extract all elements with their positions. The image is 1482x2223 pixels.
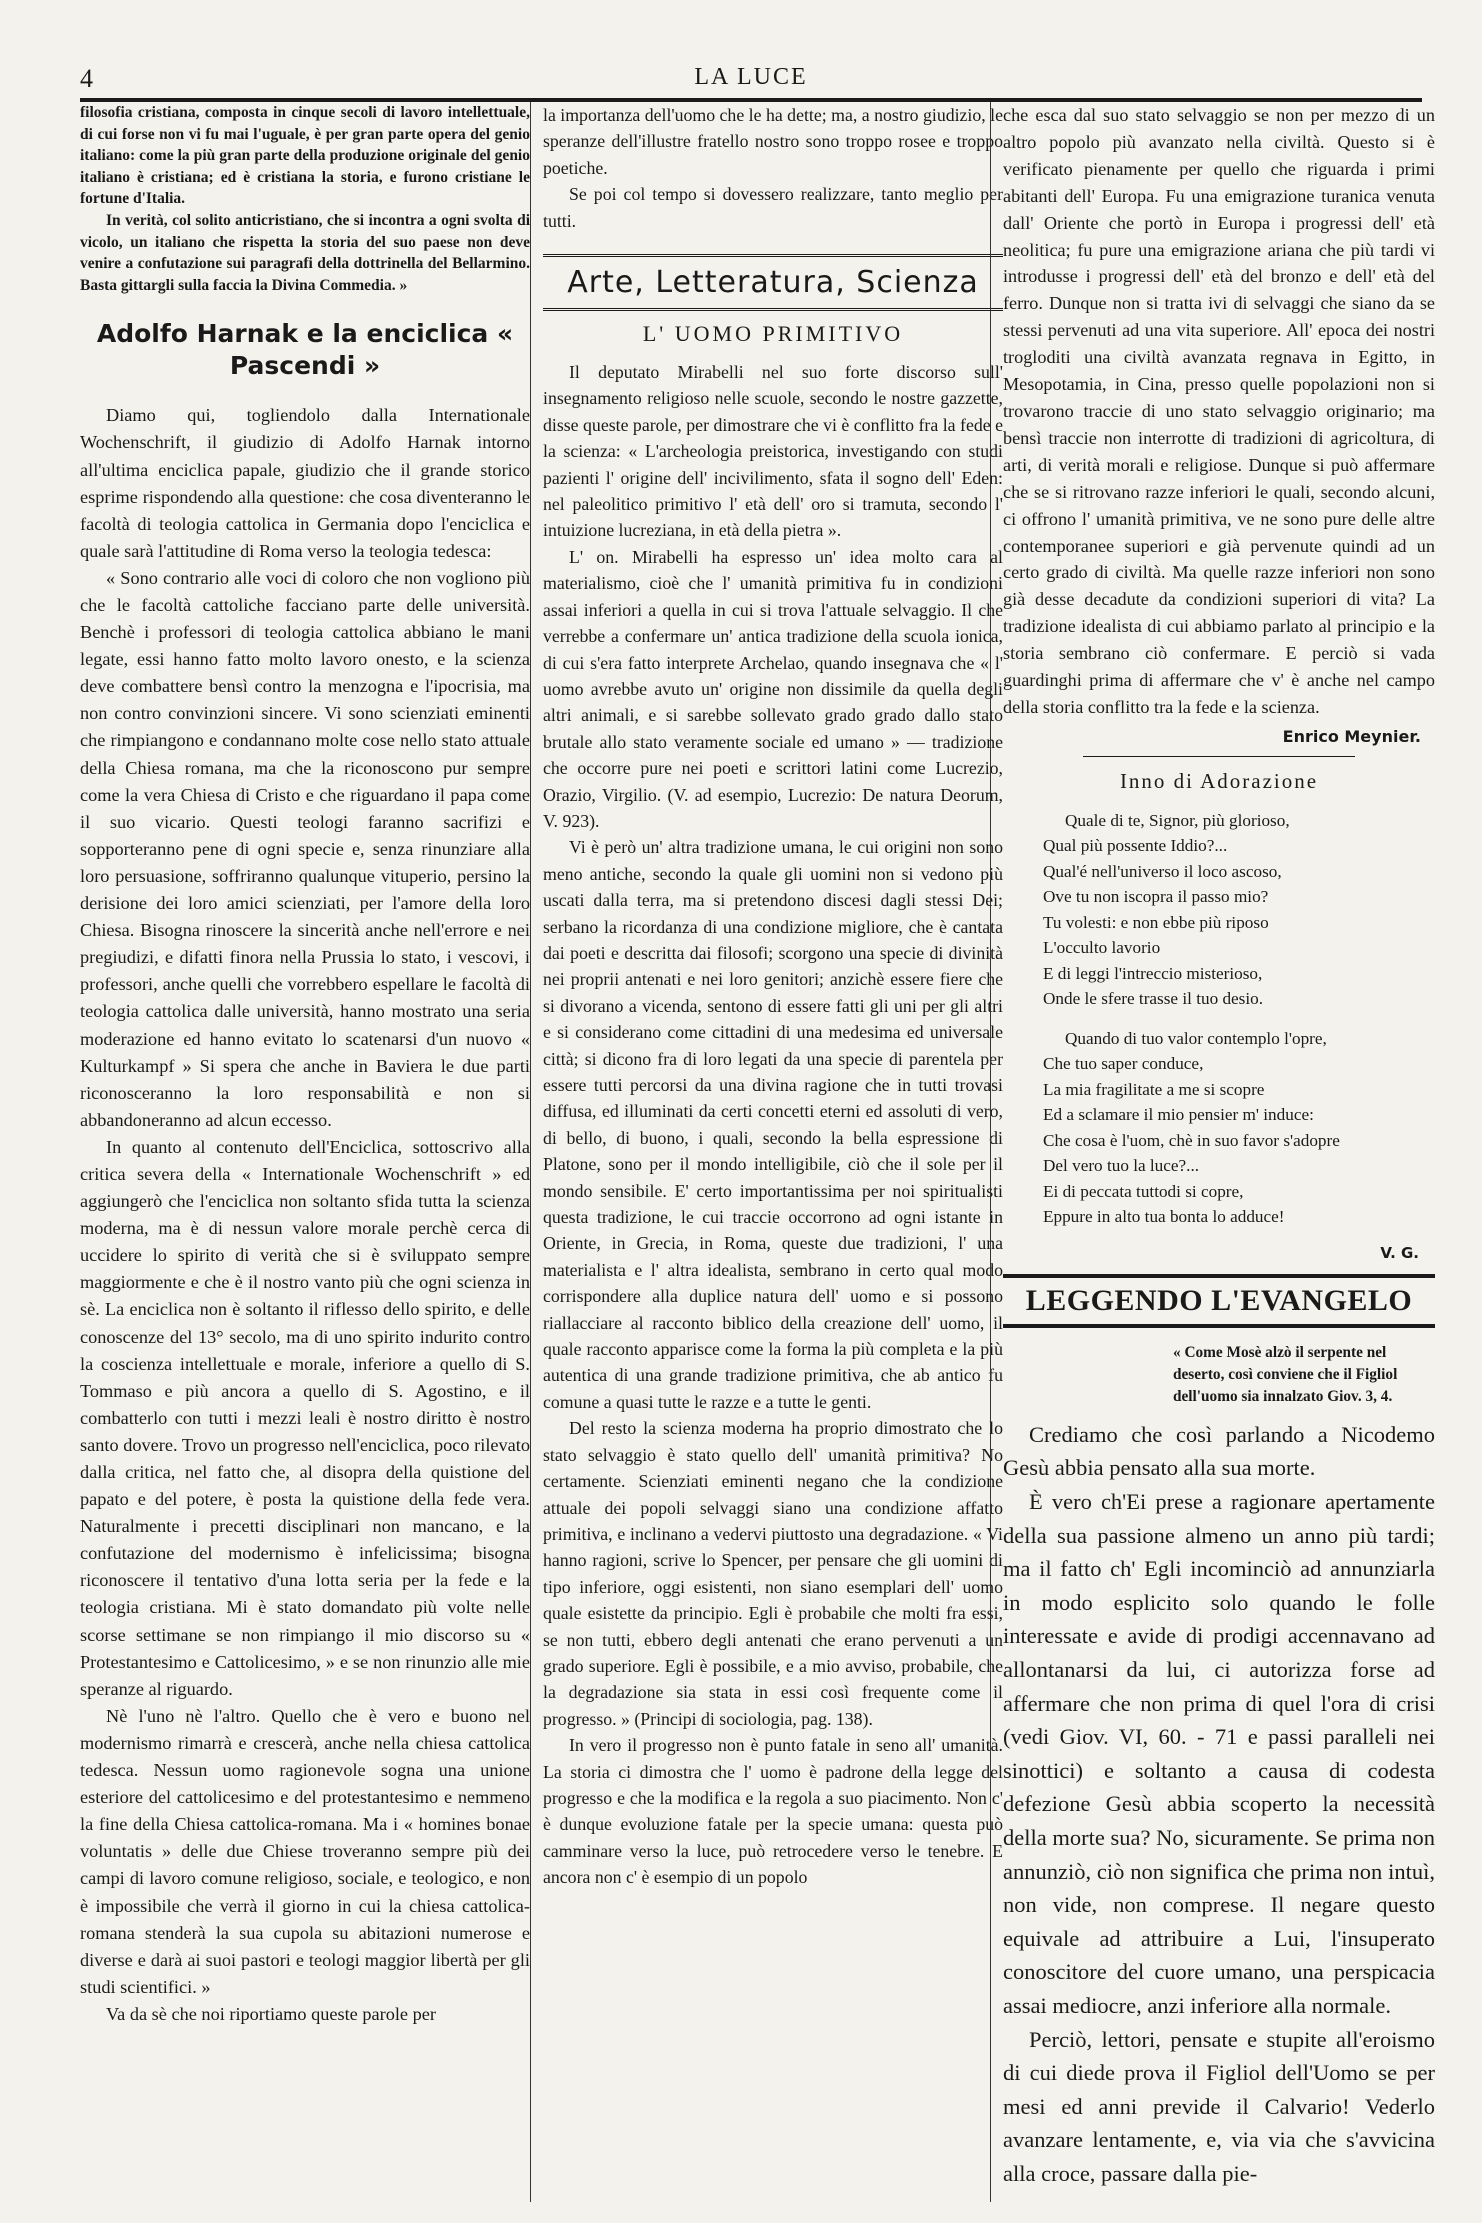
poem-line: La mia fragilitate a me si scopre: [1043, 1079, 1265, 1099]
continued-text-3: [1003, 102, 1435, 721]
paragraph: Se poi col tempo si dovessero realizzare, tanto meglio per tutti.: [543, 184, 1003, 231]
paragraph: filosofia cristiana, composta in cinque secoli di lavoro intellettuale, di cui forse non vi fu mai l'uguale, è per gran parte opera del genio italiano: come la più gran parte della produzione originale del genio italiano è cristiana; ed è cristiana la storia, e furono cristiane le fortune d'Italia.: [80, 104, 530, 208]
continued-text-1: [80, 102, 530, 296]
epigraph: « Come Mosè alzò il serpente nel deserto, così conviene che il Figliol dell'uomo sia innalzato Giov. 3, 4.: [1173, 1343, 1398, 1405]
article-body-uomo-primitivo: [543, 359, 1003, 1891]
column-1: [80, 102, 530, 2202]
poem-line: Ed a sclamare il mio pensier m' induce:: [1043, 1105, 1314, 1125]
poem-title: Inno di Adorazione: [1119, 768, 1319, 793]
paragraph: Perciò, lettori, pensate e stupite all'eroismo di cui diede prova il Figliol dell'Uomo se per mesi ed anni previde il Calvario! Vederlo avanzare lentamente, e, via via che s'avvicina alla croce, passare dalla pie-: [1003, 2026, 1435, 2186]
paragraph: Crediamo che così parlando a Nicodemo Gesù abbia pensato alla sua morte.: [1003, 1421, 1435, 1481]
paragraph: Nè l'uno nè l'altro. Quello che è vero e buono nel modernismo rimarrà e crescerà, anche nella chiesa cattolica tedesca. Nessun uomo ragionevole sogna una unione esteriore del cattolicesimo e del protestantesimo e nemmeno la fine della Chiesa cattolica-romana. Ma i « homines bonae voluntatis » delle due Chiese troveranno sempre più dei campi di lavoro comune religioso, sociale, e teologico, e non è impossibile che verrà il giorno in cui la chiesa cattolica-romana stenderà la sua cupola su abitazioni numerose e diverse e darà ai suoi pastori e teologi maggior libertà per gli studi scientifici. »: [80, 1705, 530, 1997]
poem-line: Ei di peccata tuttodi si copre,: [1043, 1181, 1244, 1201]
poem-line: Che tuo saper conduce,: [1043, 1054, 1204, 1074]
article-title-uomo-primitivo: L' UOMO PRIMITIVO: [642, 321, 904, 347]
paragraph: Del resto la scienza moderna ha proprio dimostrato che lo stato selvaggio è stato quello dell' umanità primitiva? No certamente. Scienziati eminenti negano che la condizione attuale dei popoli selvaggi siano una condizione affatto primitiva, e inclinano a vedervi piuttosto una degradazione. « Vi hanno ragioni, scrive lo Spencer, per pensare che gli uomini di tipo inferiore, oggi esistenti, non siano esemplari dell' uomo quale esistette da principio. Egli è probabile che molti fra essi, se non tutti, ebbero degli antenati che erano pervenuti a un grado superiore. Egli è possibile, e a mio avviso, probabile, che la degradazione sia stata in essi così frequente come il progresso. » (Principi di sociologia, pag. 138).: [543, 1418, 1003, 1729]
section-title-arte: Arte, Letteratura, Scienza: [543, 254, 1003, 311]
poem-line: Eppure in alto tua bonta lo adduce!: [1043, 1207, 1285, 1227]
paragraph: Vi è però un' altra tradizione umana, le cui origini non sono meno antiche, secondo la quale gli uomini non si vedono più uscati dalla terra, ma si pretendono discesi dagli stessi Dei; serbano la ricordanza di una condizione migliore, che è cantata dai poeti e descritta dai filosofi; scorgono una specie di divinità nei proprii antenati e nei loro genitori; anzichè essere fiere che si divorano a vicenda, sentono di essere fatti gli uni per gli altri e si considerano come cittadini di una medesima ed universale città; si dicono fra di loro legati da una specie di parentela per essere tutti percorsi da una divina ragione che in tutti trovasi diffusa, ed illuminati da certi concetti eterni ed assoluti di vero, di bello, di buono, i quali, secondo la bella espressione di Platone, sono per il mondo intelligibile, ciò che il sole per il mondo sensibile. E' certo importantissima per noi spiritualisti questa tradizione, le cui traccie occorrono ad ogni istante in Oriente, in Grecia, in Roma, queste due tradizioni, l' una materialista e l' altra idealista, sembrano in certo qual modo corrispondere alla duplice natura dell' uomo e si possono riallacciare al racconto biblico della creazione dell' uomo, il quale racconto apparisce come la forma la più completa e la più autentica di una grande tradizione primitiva, che ab antico fu comune a quasi tutte le razze e a tutte le genti.: [543, 837, 1003, 1412]
poem-signature: V. G.: [1380, 1243, 1419, 1262]
poem-line: Quale di te, Signor, più glorioso,: [1065, 810, 1290, 830]
poem-line: Che cosa è l'uom, chè in suo favor s'adopre: [1043, 1130, 1340, 1150]
paragraph: È vero ch'Ei prese a ragionare apertamente della sua passione almeno un anno più tardi; ma il fatto ch' Egli incominciò ad annunziarla in modo esplicito solo quando le folle interessate e avide di prodigi accennavano ad allontanarsi da lui, ci autorizza forse ad affermare che non prima di quel l'ora di crisi (vedi Giov. VI, 60. - 71 e passi paralleli nei sinottici) e soltanto a causa di codesta defezione Gesù abbia scoperto la necessità della morte sua? No, sicuramente. Se prima non annunziò, ciò non significa che prima non intuì, non vide, non comprese. Il negare questo equivale ad attribuire a Lui, l'insuperato conoscitore del cuore umano, una perspicacia assai mediocre, anzi inferiore alla normale.: [1003, 1489, 1435, 2018]
author-signature: Enrico Meynier.: [1282, 726, 1421, 746]
paragraph: Il deputato Mirabelli nel suo forte discorso sull' insegnamento religioso nelle scuole, secondo le nostre gazzette, disse queste parole, per dimostrare che vi è conflitto fra la fede e la scienza: « L'archeologia preistorica, investigando con studi pazienti l' origine dell' incivilimento, sfata il sogno dell' Eden: nel paleolitico primitivo l' età dell' oro si tramuta, secondo l' intuizione lucreziana, in età della pietra ».: [543, 362, 1003, 541]
poem-stanza: [1043, 1026, 1435, 1230]
section-title-evangelo: LEGGENDO L'EVANGELO: [1003, 1274, 1435, 1328]
paragraph: In vero il progresso non è punto fatale in seno all' umanità. La storia ci dimostra che l' uomo è padrone della legge del progresso e che la modifica e la regola a suo piacimento. Non c' è dunque evoluzione fatale per la specie umana: questa può camminare verso la luce, può retrocedere verso le tenebre. E ancora non c' è esempio di un popolo: [543, 1735, 1003, 1888]
column-2: [530, 102, 1003, 2202]
paragraph: Va da sè che noi riportiamo queste parole per: [106, 2003, 436, 2024]
poem-line: Del vero tuo la luce?...: [1043, 1156, 1200, 1176]
poem-line: Tu volesti: e non ebbe più riposo: [1043, 912, 1269, 932]
page-header: [80, 62, 1422, 102]
article-body-evangelo: [1003, 1418, 1435, 2191]
paragraph: L' on. Mirabelli ha espresso un' idea molto cara al materialismo, cioè che l' umanità primitiva fu in condizioni assai inferiori a quella in cui si trova l'attuale selvaggio. Il che verrebbe a confermare un' antica tradizione della scuola ionica, di cui s'era fatto interprete Archelao, quando insegnava che « l' uomo avrebbe avuto un' origine non dissimile da quella degli altri animali, e si sarebbe sollevato grado grado dallo stato brutale allo stato veramente sociale ed umano » — tradizione che occorre pure nei poeti e scrittori latini come Lucrezio, Orazio, Virgilio. (V. ad esempio, Lucrezio: De natura Deorum, V. 923).: [543, 546, 1003, 831]
poem-line: L'occulto lavorio: [1043, 938, 1161, 958]
paragraph: In quanto al contenuto dell'Enciclica, sottoscrivo alla critica severa della « Internationale Wochenschrift » ed aggiungerò che l'enciclica non soltanto sfida tutta la scienza moderna, ma è di nessun valore morale perchè cerca di uccidere lo spirito di verità che si è sviluppato sempre maggiormente e che è il nostro vanto più che ogni scienza in sè. La enciclica non è soltanto il riflesso dello spirito, e delle conoscenze del 13° secolo, ma di uno spirito indurito contro la coscienza intellettuale e morale, inferiore a quello di S. Tommaso e più ancora a quello di S. Agostino, e il combatterlo con tutti i mezzi leali è nostro diritto è nostro santo dovere. Trovo un progresso nell'enciclica, poco rilevato dalla critica, nel fatto che, al disopra della quistione del papato e del potere, è posta la quistione della fede vera. Naturalmente i precetti disciplinari non mancano, e la confutazione del modernismo è infelicissima; bisogna riconoscere il tentativo d'una lotta seria per la fede e la teologia cristiana. Mi è stato domandato più volte nelle scorse settimane se non rimpiango il mio discorso su « Protestantesimo e Cattolicesimo, » e se non rinunzio alle mie speranze al riguardo.: [80, 1136, 530, 1699]
poem-line: Quando di tuo valor contemplo l'opre,: [1065, 1028, 1327, 1048]
divider: [1083, 756, 1355, 757]
column-3: [990, 102, 1435, 2202]
paragraph: la importanza dell'uomo che le ha dette; ma, a nostro giudizio, le speranze dell'illustre fratello nostro sono troppo rosee e troppo poetiche.: [543, 105, 1003, 178]
paragraph: « Sono contrario alle voci di coloro che non vogliono più che le facoltà cattoliche facciano parte delle università. Benchè i professori di teologia cattolica abbiano le mani legate, essi hanno fatto molto lavoro onesto, e la scienza deve combattere bensì contro la menzogna e l'ipocrisia, ma non contro convinzioni sincere. Vi sono scienziati eminenti che rimpiangono e condannano molte cose nello stato attuale della Chiesa romana, ma che la riconoscono pur sempre come la vera Chiesa di Cristo e che riguardano il papa come il suo vicario. Questi teologi faranno sacrifizi e sopporteranno pene di ogni specie e, senza rinunziare alla loro persuasione, soffriranno qualunque vituperio, persino la derisione dei loro amici scienziati, per l'amore della loro Chiesa. Bisogna rinoscere la sincerità anche nell'errore e nei pregiudizi, e difatti finora nella Prussia lo stato, i vescovi, i professori, anche quelli che vorrebbero espellare le facoltà di teologia cattolica dalle università, hanno mostrato una seria moderazione ed hanno evitato lo scatenarsi d'un nuovo « Kulturkampf » Si spera che anche in Baviera le due parti riconosceranno la loro responsabilità e non si abbandoneranno ad alcun eccesso.: [80, 567, 530, 1130]
masthead-title: LA LUCE: [694, 64, 808, 90]
poem-line: E di leggi l'intreccio misterioso,: [1043, 963, 1263, 983]
poem-line: Ove tu non iscopra il passo mio?: [1043, 887, 1269, 907]
poem: [1003, 808, 1435, 1230]
paragraph: che esca dal suo stato selvaggio se non per mezzo di un altro popolo più avanzato nella civiltà. Questo si è verificato pienamente per quello che riguarda i primi abitanti dell' Europa. Fu una emigrazione turanica venuta dall' Oriente che portò in Europa i progressi dell' età neolitica; fu pure una emigrazione ariana che più tardi vi introdusse i progressi dell' età del bronzo e dell' età del ferro. Dunque non si tratta ivi di selvaggi che siano da se stessi pervenuti ad una vita superiore. All' epoca dei nostri trogloditi una civiltà avanzata regnava in Egitto, in Mesopotamia, in Cina, presso quelle popolazioni non si trovarono traccie di uno stato selvaggio originario; ma bensì traccie non interrotte di tradizioni di agricoltura, di arti, di verità morali e religiose. Dunque si può affermare che se si ritrovano razze inferiori le quali, secondo alcuni, ci offrono l' umanità primitiva, ve ne sono pure delle altre contemporanee superiori e già pervenute quindi ad un certo grado di civiltà. Ma quelle razze inferiori non sono già desse decadute da condizioni superiori di vita? La tradizione idealista di cui abbiamo parlato al principio e la storia sembrano ciò confermare. E perciò si vada guardinghi prima di affermare che v' è anche nel campo della storia conflitto tra la fede e la scienza.: [1003, 105, 1435, 717]
page-number: 4: [80, 64, 93, 93]
paragraph: In verità, col solito anticristiano, che si incontra a ogni svolta di vicolo, un italiano che rispetta la storia del suo paese non deve venire a confutazione sui paragrafi della dottrinella del Bellarmino. Basta gittargli sulla faccia la Divina Commedia. »: [80, 211, 530, 294]
continued-text-2: [543, 102, 1003, 234]
article-body-harnak: [80, 402, 530, 2028]
article-title-harnak: Adolfo Harnak e la enciclica « Pascendi »: [96, 319, 514, 381]
poem-line: Onde le sfere trasse il tuo desio.: [1043, 989, 1264, 1009]
poem-stanza: [1043, 808, 1435, 1012]
paragraph: Diamo qui, togliendolo dalla Internationale Wochenschrift, il giudizio di Adolfo Harnak intorno all'ultima enciclica papale, giudizio che il grande storico esprime rispondendo alla questione: che cosa diventeranno le facoltà di teologia cattolica in Germania dopo l'enciclica e quale sarà l'attitudine di Roma verso la teologia tedesca:: [80, 405, 530, 561]
poem-line: Qual'é nell'universo il loco ascoso,: [1043, 861, 1282, 881]
poem-line: Qual più possente Iddio?...: [1043, 836, 1228, 856]
